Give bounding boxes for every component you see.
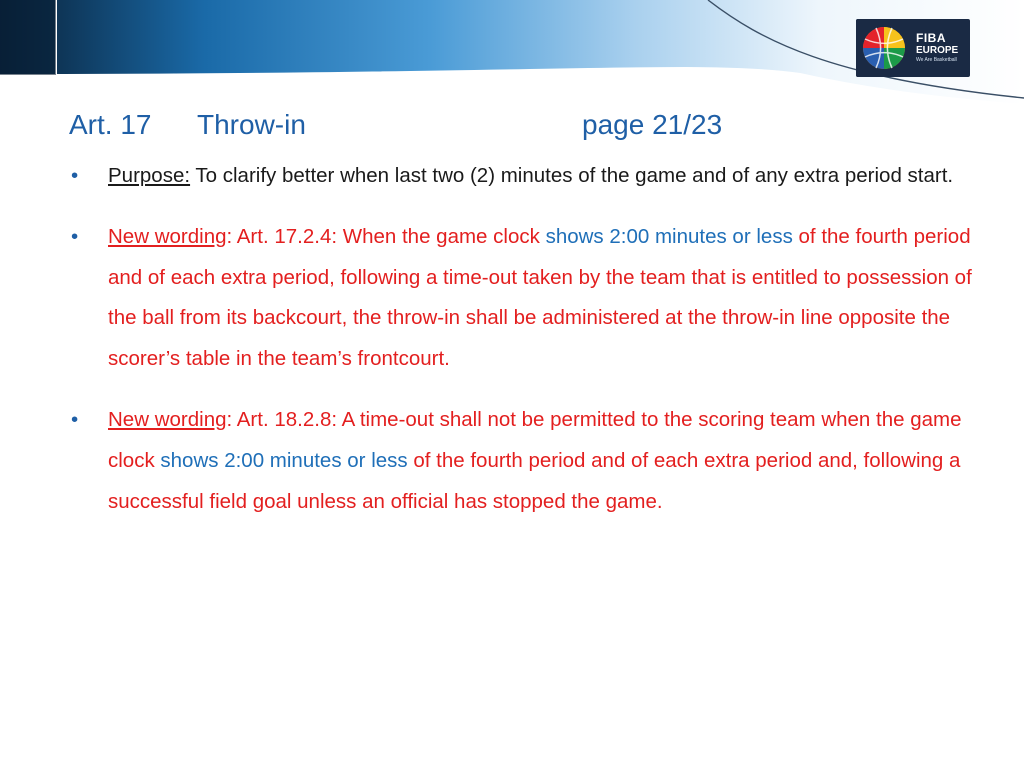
title-article: Art. 17 — [69, 109, 152, 140]
new-wording-label: New wording — [108, 224, 227, 248]
new-wording-label: New wording — [108, 407, 227, 431]
logo-tagline: We Are Basketball — [916, 57, 957, 63]
bullet-purpose — [71, 156, 976, 197]
title-page: page 21/23 — [582, 109, 723, 140]
bullet-dot: • — [71, 224, 79, 248]
wording-text-part2: of the fourth period and of each extra period, following a time-out taken by the team that is entitled to possession of the ball from its backcourt, the throw-in shall be administered at the throw-in line opposite the scorer’s table in the team’s frontcourt. — [108, 224, 972, 371]
logo-europe-text: EUROPE — [916, 45, 959, 56]
purpose-label: Purpose: — [108, 164, 191, 187]
slide-title — [69, 109, 722, 141]
fiba-europe-logo — [856, 19, 970, 77]
slide-content — [71, 156, 976, 522]
bullet-art-17-2-4 — [71, 217, 976, 380]
wording-text-part1: : Art. 17.2.4: When the game clock — [226, 224, 546, 248]
wording-highlight: shows 2:00 minutes or less — [545, 224, 793, 248]
wording-highlight: shows 2:00 minutes or less — [160, 448, 408, 472]
bullet-dot: • — [71, 407, 79, 431]
bullet-art-18-2-8 — [71, 400, 976, 522]
basketball-logo-icon — [856, 19, 912, 77]
purpose-text: To clarify better when last two (2) minutes of the game and of any extra period start. — [190, 164, 954, 187]
wording-text-part2: of the fourth period and of each extra period and, following a successful field goal unless an official has stopped the game. — [108, 448, 961, 513]
title-name: Throw-in — [197, 109, 306, 140]
logo-fiba-text: FIBA — [916, 31, 946, 45]
wording-text-part1: : Art. 18.2.8: A time-out shall not be permitted to the scoring team when the game clock — [108, 407, 962, 472]
bullet-dot: • — [71, 164, 79, 187]
